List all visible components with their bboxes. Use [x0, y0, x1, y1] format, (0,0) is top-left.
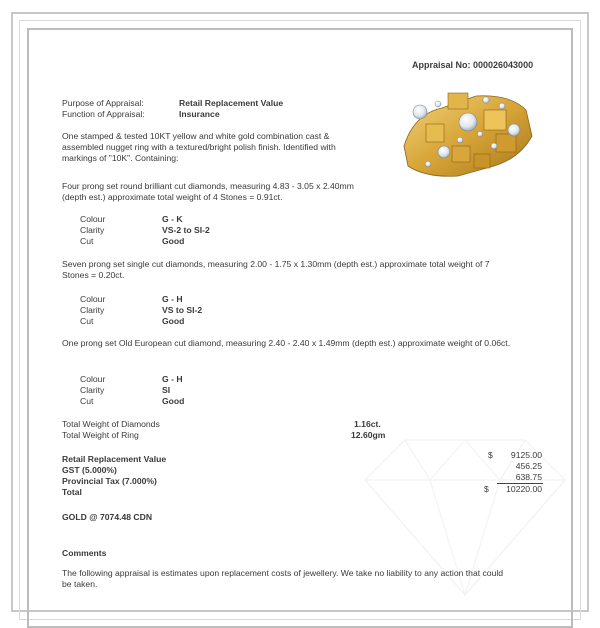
stone-group-1-clarity: VS-2 to SI-2 — [162, 225, 210, 235]
comments-heading: Comments — [62, 548, 107, 558]
function-label: Function of Appraisal: — [62, 109, 145, 119]
stone-group-3-clarity-label: Clarity — [80, 385, 105, 395]
stone-group-2-clarity-label: Clarity — [80, 305, 105, 315]
total-currency: $ — [484, 484, 489, 494]
provincial-tax-amount: 638.75 — [515, 472, 542, 482]
total-label: Total — [62, 487, 82, 497]
stone-group-2-clarity: VS to SI-2 — [162, 305, 203, 315]
stone-group-3-cut-label: Cut — [80, 396, 94, 406]
stone-group-3-clarity: SI — [162, 385, 171, 395]
total-ring-value: 12.60gm — [351, 430, 386, 440]
stone-group-1-colour: G - K — [162, 214, 183, 224]
gst-amount: 456.25 — [515, 461, 542, 471]
provincial-tax-label: Provincial Tax (7.000%) — [62, 476, 157, 486]
stone-group-1-cut: Good — [162, 236, 185, 246]
total-amount: 10220.00 — [506, 484, 542, 494]
stone-group-2-text: Seven prong set single cut diamonds, measuring 2.00 - 1.75 x 1.30mm (depth est.) approximate total weight of 7 Stones = 0.20ct. — [62, 259, 490, 280]
stone-group-2-cut-label: Cut — [80, 316, 94, 326]
retail-value-label: Retail Replacement Value — [62, 454, 167, 464]
stone-group-1-cut-label: Cut — [80, 236, 94, 246]
retail-value-amount: 9125.00 — [510, 450, 542, 460]
stone-group-2-colour-label: Colour — [80, 294, 106, 304]
purpose-value: Retail Replacement Value — [179, 98, 284, 108]
total-diamonds-label: Total Weight of Diamonds — [62, 419, 160, 429]
total-ring-label: Total Weight of Ring — [62, 430, 139, 440]
stone-group-2-cut: Good — [162, 316, 185, 326]
total-diamonds-value: 1.16ct. — [354, 419, 381, 429]
stone-group-3-colour: G - H — [162, 374, 183, 384]
stone-group-3-text: One prong set Old European cut diamond, measuring 2.40 - 2.40 x 1.49mm (depth est.) approximate weight of 0.06ct. — [62, 338, 511, 348]
stone-group-3-cut: Good — [162, 396, 185, 406]
retail-currency: $ — [488, 450, 493, 460]
gold-price: GOLD @ 7074.48 CDN — [62, 512, 153, 522]
item-description: One stamped & tested 10KT yellow and white gold combination cast & assembled nugget ring with a textured/bright polish finish. Identified with markings of "10K". Containing: — [62, 131, 336, 163]
comments-text: The following appraisal is estimates upon replacement costs of jewellery. We take no liability to any action that could be taken. — [62, 568, 504, 589]
purpose-label: Purpose of Appraisal: — [62, 98, 144, 108]
stone-group-1-clarity-label: Clarity — [80, 225, 105, 235]
gst-label: GST (5.000%) — [62, 465, 117, 475]
function-value: Insurance — [179, 109, 220, 119]
ring-photo — [398, 90, 536, 180]
stone-group-1-colour-label: Colour — [80, 214, 106, 224]
appraisal-number: Appraisal No: 000026043000 — [412, 60, 534, 70]
stone-group-3-colour-label: Colour — [80, 374, 106, 384]
stone-group-1-text: Four prong set round brilliant cut diamonds, measuring 4.83 - 3.05 x 2.40mm (depth est.) approximate total weight of 4 Stones = 0.91ct. — [62, 181, 354, 202]
stone-group-2-colour: G - H — [162, 294, 183, 304]
